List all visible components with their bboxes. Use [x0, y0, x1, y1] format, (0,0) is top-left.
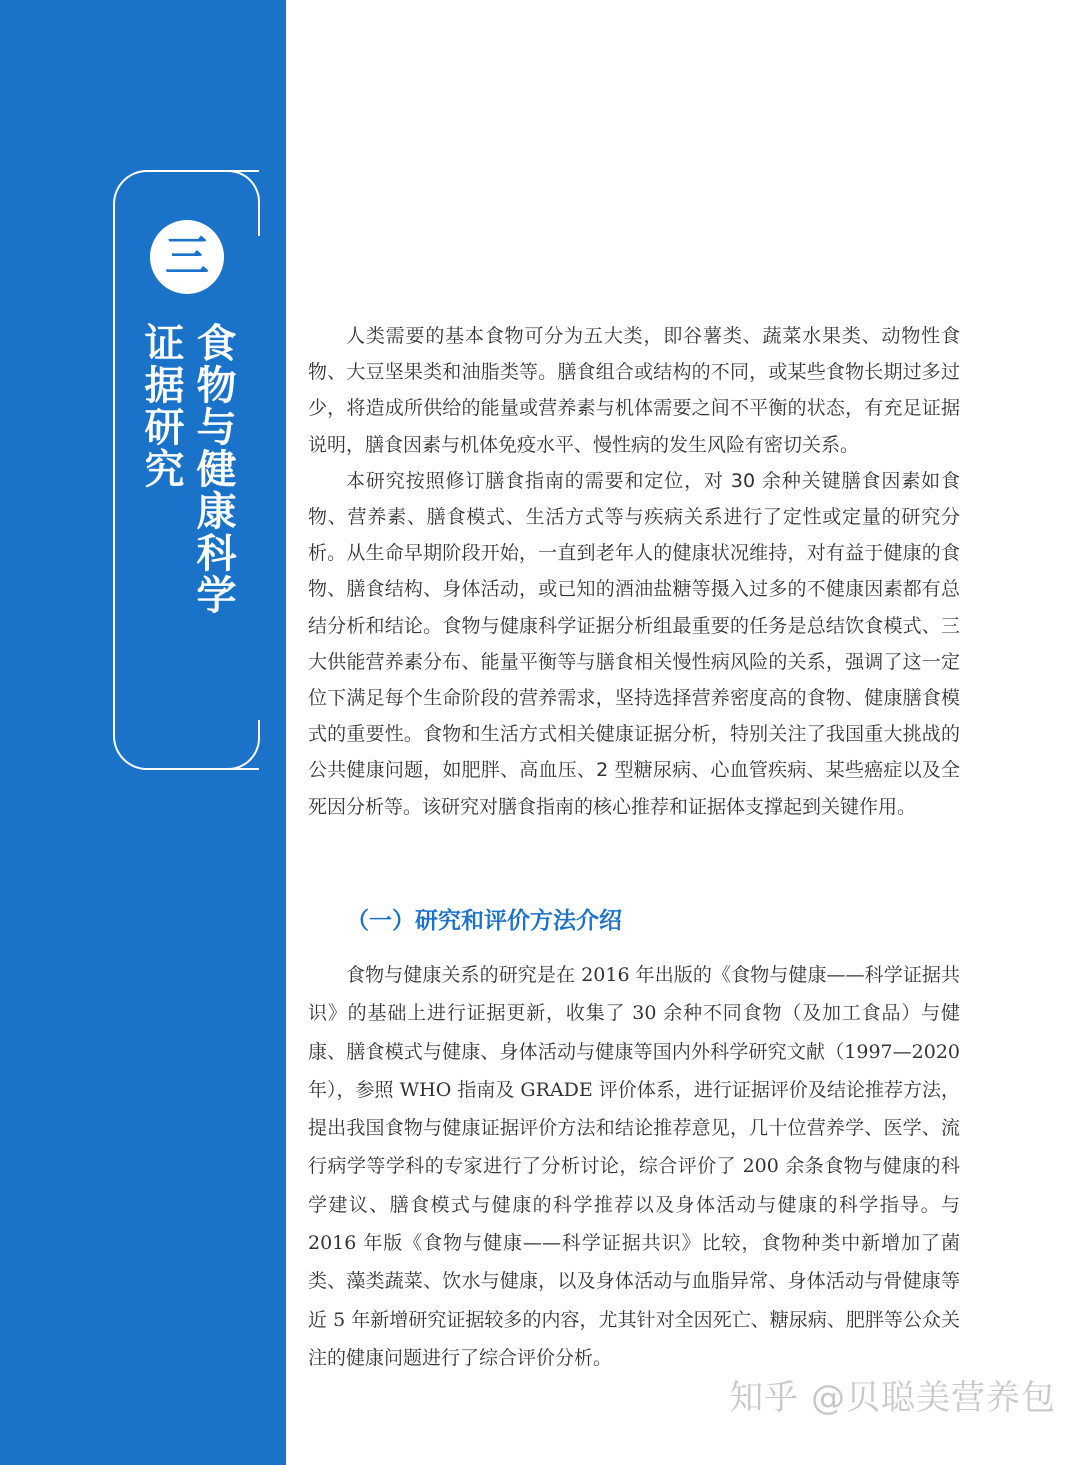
intro-paragraph-1: 人类需要的基本食物可分为五大类，即谷薯类、蔬菜水果类、动物性食物、大豆坚果类和油脂类等。膳食组合或结构的不同，或某些食物长期过多过少，将造成所供给的能量或营养素与机体需要之间不平衡的状态，有充足证据说明，膳食因素与机体免疫水平、慢性病的发生风险有密切关系。 [308, 325, 960, 456]
chapter-sidebar [0, 0, 286, 1465]
chapter-number-badge: 三 [150, 220, 224, 294]
section-paragraph: 食物与健康关系的研究是在 2016 年出版的《食物与健康——科学证据共识》的基础上进行证据更新，收集了 30 余种不同食物（及加工食品）与健康、膳食模式与健康、身体活动与健康等国内外科学研究文献（1997—2020 年），参照 WHO 指南及 GRADE 评价体系，进行证据评价及结论推荐方法，提出我国食物与健康证据评价方法和结论推荐意见，几十位营养学、医学、流行病学等学科的专家进行了分析讨论，综合评价了 200 余条食物与健康的科学建议、膳食模式与健康的科学推荐以及身体活动与健康的科学指导。与 2016 年版《食物与健康——科学证据共识》比较，食物种类中新增加了菌类、藻类蔬菜、饮水与健康，以及身体活动与血脂异常、身体活动与骨健康等近 5 年新增研究证据较多的内容，尤其针对全因死亡、糖尿病、肥胖等公众关注的健康问题进行了综合评价分析。 [308, 964, 960, 1369]
chapter-title-line1: 食物与健康科学 [190, 322, 236, 616]
intro-paragraph-2: 本研究按照修订膳食指南的需要和定位，对 30 余种关键膳食因素如食物、营养素、膳食模式、生活方式等与疾病关系进行了定性或定量的研究分析。从生命早期阶段开始，一直到老年人的健康状况维持，对有益于健康的食物、膳食结构、身体活动，或已知的酒油盐糖等摄入过多的不健康因素都有总结分析和结论。食物与健康科学证据分析组最重要的任务是总结饮食模式、三大供能营养素分布、能量平衡等与膳食相关慢性病风险的关系，强调了这一定位下满足每个生命阶段的营养需求，坚持选择营养密度高的食物、健康膳食模式的重要性。食物和生活方式相关健康证据分析，特别关注了我国重大挑战的公共健康问题，如肥胖、高血压、2 型糖尿病、心血管疾病、某些癌症以及全死因分析等。该研究对膳食指南的核心推荐和证据体支撑起到关键作用。 [308, 469, 960, 818]
intro-text [308, 318, 960, 825]
watermark: 知乎 @贝聪美营养包 [729, 1378, 1056, 1418]
section-text [308, 956, 960, 1377]
section-heading: （一）研究和评价方法介绍 [346, 908, 622, 934]
chapter-frame-hook [200, 170, 260, 236]
chapter-title-line2: 证据研究 [138, 322, 184, 490]
